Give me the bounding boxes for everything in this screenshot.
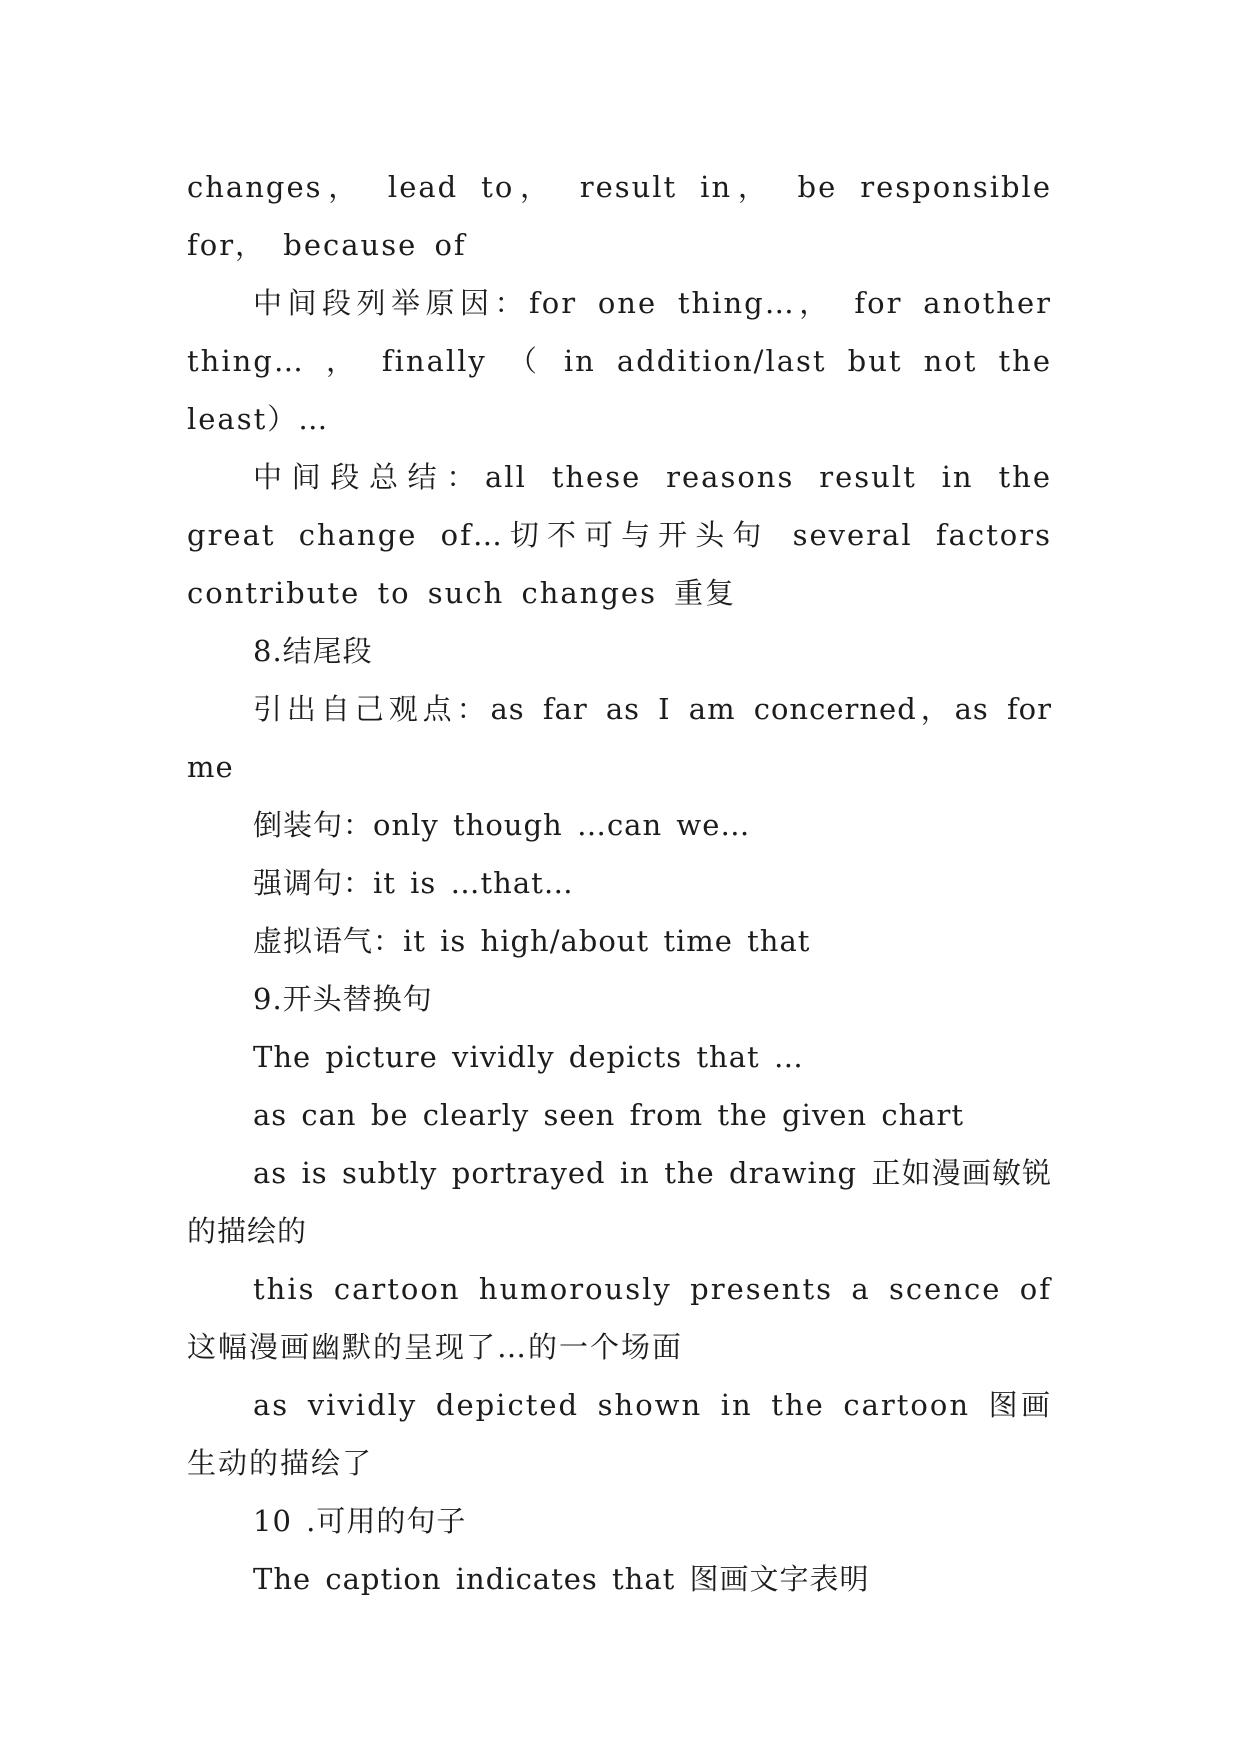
paragraph-transition-phrases: changes， lead to， result in， be responsible for， because of <box>187 170 1052 262</box>
paragraph-middle-summary: 中间段总结：all these reasons result in the great change of…切不可与开头句 several factors contribute to such changes 重复 <box>187 460 1052 610</box>
section-heading-8: 8.结尾段 <box>253 634 373 668</box>
paragraph-subjunctive: 虚拟语气：it is high/about time that <box>253 924 811 958</box>
paragraph-caption-indicates: The caption indicates that 图画文字表明 <box>253 1562 870 1596</box>
paragraph-subtly-portrayed: as is subtly portrayed in the drawing 正如漫画敏锐的描绘的 <box>187 1156 1052 1248</box>
paragraph-listing-reasons: 中间段列举原因：for one thing…， for another thing… ， finally （ in addition/last but not the least）… <box>187 286 1052 436</box>
paragraph-inversion: 倒装句：only though …can we… <box>253 808 751 842</box>
section-heading-10: 10 .可用的句子 <box>253 1504 467 1538</box>
document-body <box>187 158 1052 1608</box>
section-heading-9: 9.开头替换句 <box>253 982 433 1016</box>
paragraph-vividly-depicted: as vividly depicted shown in the cartoon 图画生动的描绘了 <box>187 1388 1052 1480</box>
paragraph-chart-seen: as can be clearly seen from the given chart <box>253 1098 965 1132</box>
paragraph-picture-depicts: The picture vividly depicts that … <box>253 1040 804 1074</box>
paragraph-cartoon-humorous: this cartoon humorously presents a scence of 这幅漫画幽默的呈现了…的一个场面 <box>187 1272 1052 1364</box>
paragraph-emphasis: 强调句：it is …that… <box>253 866 574 900</box>
paragraph-own-view: 引出自己观点：as far as I am concerned，as for me <box>187 692 1052 784</box>
